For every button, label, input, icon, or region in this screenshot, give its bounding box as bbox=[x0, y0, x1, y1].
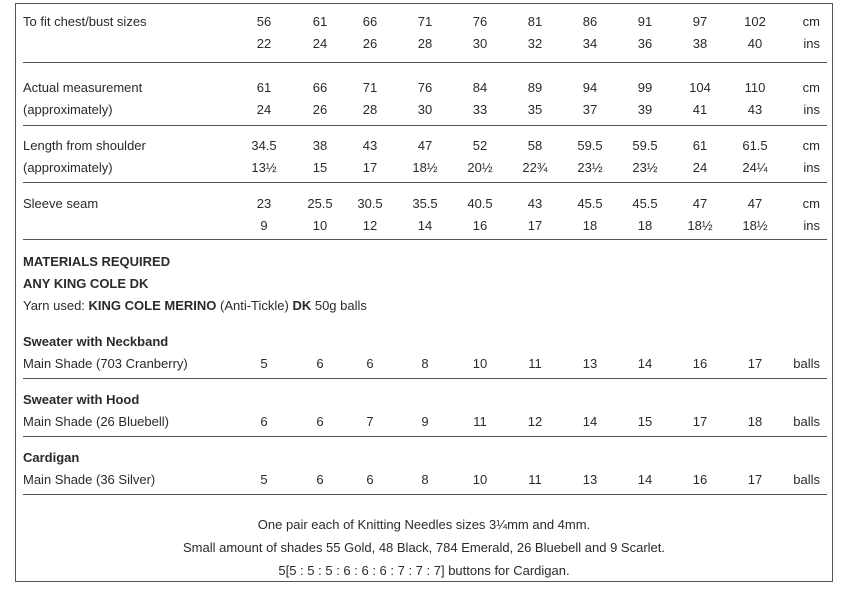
hood-balls-cell: 15 bbox=[637, 414, 653, 429]
actual-ins-cell: 37 bbox=[582, 102, 598, 117]
yarn-weight: DK bbox=[292, 298, 312, 313]
cardigan-balls-cell: 17 bbox=[747, 472, 763, 487]
length-cm-cell: 59.5 bbox=[632, 138, 658, 153]
length-cm-cell: 43 bbox=[362, 138, 378, 153]
actual-cm-unit: cm bbox=[802, 80, 820, 95]
cardigan-balls-cell: 8 bbox=[421, 472, 429, 487]
length-cm-cell: 34.5 bbox=[251, 138, 277, 153]
chest-ins-cell: 36 bbox=[637, 36, 653, 51]
sleeve-cm-cell: 45.5 bbox=[577, 196, 603, 211]
sleeve-ins-cell: 12 bbox=[362, 218, 378, 233]
chest-cm-cell: 76 bbox=[472, 14, 488, 29]
sleeve-ins-cell: 9 bbox=[260, 218, 268, 233]
cardigan-balls-cell: 14 bbox=[637, 472, 653, 487]
cardigan-balls-cell: 6 bbox=[316, 472, 324, 487]
length-cm-cell: 52 bbox=[472, 138, 488, 153]
chest-label: To fit chest/bust sizes bbox=[23, 14, 147, 29]
footer-needles: One pair each of Knitting Needles sizes 3¼mm and 4mm. bbox=[257, 517, 591, 532]
chest-ins-cell: 28 bbox=[417, 36, 433, 51]
length-cm-cell: 59.5 bbox=[577, 138, 603, 153]
chest-cm-cell: 81 bbox=[527, 14, 543, 29]
actual-ins-cell: 39 bbox=[637, 102, 653, 117]
cardigan-balls-cell: 5 bbox=[260, 472, 268, 487]
length-ins-cell: 23½ bbox=[577, 160, 603, 175]
hood-balls-cell: 7 bbox=[366, 414, 374, 429]
garment-shade-cardigan: Main Shade (36 Silver) bbox=[23, 472, 156, 487]
sleeve-ins-cell: 16 bbox=[472, 218, 488, 233]
chest-cm-cell: 86 bbox=[582, 14, 598, 29]
yarn-line bbox=[23, 298, 367, 314]
rule-sleeve bbox=[23, 239, 827, 240]
materials-heading: MATERIALS REQUIRED bbox=[23, 254, 171, 269]
actual-ins-cell: 43 bbox=[747, 102, 763, 117]
rule-chest bbox=[23, 62, 827, 63]
actual-ins-cell: 26 bbox=[312, 102, 328, 117]
neckband-balls-cell: 6 bbox=[316, 356, 324, 371]
chest-ins-cell: 40 bbox=[747, 36, 763, 51]
hood-balls-cell: 12 bbox=[527, 414, 543, 429]
actual-cm-cell: 89 bbox=[527, 80, 543, 95]
chest-cm-cell: 97 bbox=[692, 14, 708, 29]
cardigan-balls-unit: balls bbox=[793, 472, 820, 487]
sleeve-cm-cell: 23 bbox=[256, 196, 272, 211]
sleeve-ins-cell: 18½ bbox=[742, 218, 768, 233]
footer-shades: Small amount of shades 55 Gold, 48 Black, 784 Emerald, 26 Bluebell and 9 Scarlet. bbox=[182, 540, 665, 555]
chest-ins-cell: 32 bbox=[527, 36, 543, 51]
neckband-balls-cell: 16 bbox=[692, 356, 708, 371]
hood-balls-cell: 6 bbox=[316, 414, 324, 429]
actual-ins-cell: 33 bbox=[472, 102, 488, 117]
chest-cm-cell: 71 bbox=[417, 14, 433, 29]
actual-cm-cell: 76 bbox=[417, 80, 433, 95]
length-ins-cell: 18½ bbox=[412, 160, 438, 175]
length-cm-unit: cm bbox=[802, 138, 820, 153]
actual-ins-cell: 30 bbox=[417, 102, 433, 117]
hood-balls-cell: 18 bbox=[747, 414, 763, 429]
actual-ins-cell: 28 bbox=[362, 102, 378, 117]
hood-balls-cell: 11 bbox=[473, 414, 487, 429]
length-ins-cell: 24 bbox=[692, 160, 708, 175]
length-ins-cell: 15 bbox=[312, 160, 328, 175]
neckband-balls-cell: 13 bbox=[582, 356, 598, 371]
rule-hood bbox=[23, 436, 827, 437]
actual-ins-cell: 41 bbox=[692, 102, 708, 117]
chest-ins-cell: 26 bbox=[362, 36, 378, 51]
chest-ins-cell: 38 bbox=[692, 36, 708, 51]
actual-cm-cell: 99 bbox=[637, 80, 653, 95]
sleeve-cm-cell: 45.5 bbox=[632, 196, 658, 211]
garment-title-neckband: Sweater with Neckband bbox=[23, 334, 169, 349]
chest-cm-cell: 61 bbox=[312, 14, 328, 29]
neckband-balls-cell: 10 bbox=[472, 356, 488, 371]
neckband-balls-cell: 5 bbox=[260, 356, 268, 371]
actual-cm-cell: 110 bbox=[744, 80, 766, 95]
cardigan-balls-cell: 13 bbox=[582, 472, 598, 487]
neckband-balls-cell: 14 bbox=[637, 356, 653, 371]
sleeve-cm-unit: cm bbox=[802, 196, 820, 211]
hood-balls-cell: 6 bbox=[260, 414, 268, 429]
garment-title-hood: Sweater with Hood bbox=[23, 392, 140, 407]
chest-cm-cell: 66 bbox=[362, 14, 378, 29]
neckband-balls-unit: balls bbox=[793, 356, 820, 371]
sleeve-label: Sleeve seam bbox=[23, 196, 99, 211]
hood-balls-unit: balls bbox=[793, 414, 820, 429]
sleeve-ins-cell: 18 bbox=[582, 218, 598, 233]
sleeve-cm-cell: 43 bbox=[527, 196, 543, 211]
length-cm-cell: 61.5 bbox=[742, 138, 768, 153]
actual-cm-cell: 94 bbox=[582, 80, 598, 95]
length-label: Length from shoulder bbox=[23, 138, 146, 153]
yarn-suffix: 50g balls bbox=[311, 298, 367, 313]
hood-balls-cell: 17 bbox=[692, 414, 708, 429]
neckband-balls-cell: 11 bbox=[528, 356, 542, 371]
sleeve-ins-cell: 18 bbox=[637, 218, 653, 233]
cardigan-balls-cell: 11 bbox=[528, 472, 542, 487]
sleeve-cm-cell: 25.5 bbox=[307, 196, 333, 211]
chest-ins-unit: ins bbox=[803, 36, 820, 51]
length-cm-cell: 61 bbox=[692, 138, 708, 153]
chest-cm-cell: 56 bbox=[256, 14, 272, 29]
sleeve-cm-cell: 40.5 bbox=[467, 196, 493, 211]
hood-balls-cell: 9 bbox=[421, 414, 429, 429]
chest-cm-unit: cm bbox=[802, 14, 820, 29]
yarn-mid: (Anti-Tickle) bbox=[216, 298, 293, 313]
cardigan-balls-cell: 10 bbox=[472, 472, 488, 487]
rule-length bbox=[23, 182, 827, 183]
garment-shade-neckband: Main Shade (703 Cranberry) bbox=[23, 356, 188, 371]
cardigan-balls-cell: 6 bbox=[366, 472, 374, 487]
materials-subheading: ANY KING COLE DK bbox=[23, 276, 149, 291]
length-ins-unit: ins bbox=[803, 160, 820, 175]
chest-cm-cell: 102 bbox=[744, 14, 766, 29]
sleeve-ins-unit: ins bbox=[803, 218, 820, 233]
actual-ins-unit: ins bbox=[803, 102, 820, 117]
length-ins-cell: 17 bbox=[362, 160, 378, 175]
chest-ins-cell: 24 bbox=[312, 36, 328, 51]
length-cm-cell: 47 bbox=[417, 138, 433, 153]
sleeve-ins-cell: 14 bbox=[417, 218, 433, 233]
length-ins-cell: 23½ bbox=[632, 160, 658, 175]
yarn-prefix: Yarn used: bbox=[23, 298, 89, 313]
sleeve-cm-cell: 47 bbox=[747, 196, 763, 211]
length-ins-cell: 22¾ bbox=[522, 160, 548, 175]
sleeve-ins-cell: 18½ bbox=[687, 218, 713, 233]
sleeve-ins-cell: 17 bbox=[527, 218, 543, 233]
hood-balls-cell: 14 bbox=[582, 414, 598, 429]
rule-cardigan bbox=[23, 494, 827, 495]
chest-cm-cell: 91 bbox=[637, 14, 653, 29]
length-label-approx: (approximately) bbox=[23, 160, 113, 175]
actual-label-approx: (approximately) bbox=[23, 102, 113, 117]
neckband-balls-cell: 17 bbox=[747, 356, 763, 371]
length-cm-cell: 38 bbox=[312, 138, 328, 153]
rule-neckband bbox=[23, 378, 827, 379]
neckband-balls-cell: 8 bbox=[421, 356, 429, 371]
garment-title-cardigan: Cardigan bbox=[23, 450, 80, 465]
length-ins-cell: 20½ bbox=[467, 160, 493, 175]
cardigan-balls-cell: 16 bbox=[692, 472, 708, 487]
actual-label: Actual measurement bbox=[23, 80, 143, 95]
sleeve-ins-cell: 10 bbox=[312, 218, 328, 233]
sleeve-cm-cell: 35.5 bbox=[412, 196, 438, 211]
actual-cm-cell: 66 bbox=[312, 80, 328, 95]
actual-ins-cell: 35 bbox=[527, 102, 543, 117]
footer-buttons: 5[5 : 5 : 5 : 6 : 6 : 6 : 7 : 7 : 7] buttons for Cardigan. bbox=[278, 563, 570, 578]
sleeve-cm-cell: 47 bbox=[692, 196, 708, 211]
actual-cm-cell: 104 bbox=[689, 80, 711, 95]
length-cm-cell: 58 bbox=[527, 138, 543, 153]
chest-ins-cell: 30 bbox=[472, 36, 488, 51]
neckband-balls-cell: 6 bbox=[366, 356, 374, 371]
chest-ins-cell: 22 bbox=[256, 36, 272, 51]
actual-cm-cell: 84 bbox=[472, 80, 488, 95]
actual-cm-cell: 71 bbox=[362, 80, 378, 95]
chest-ins-cell: 34 bbox=[582, 36, 598, 51]
length-ins-cell: 24¼ bbox=[742, 160, 768, 175]
actual-ins-cell: 24 bbox=[256, 102, 272, 117]
garment-shade-hood: Main Shade (26 Bluebell) bbox=[23, 414, 169, 429]
sleeve-cm-cell: 30.5 bbox=[357, 196, 383, 211]
rule-actual bbox=[23, 125, 827, 126]
yarn-name: KING COLE MERINO bbox=[88, 298, 217, 313]
actual-cm-cell: 61 bbox=[256, 80, 272, 95]
length-ins-cell: 13½ bbox=[251, 160, 277, 175]
